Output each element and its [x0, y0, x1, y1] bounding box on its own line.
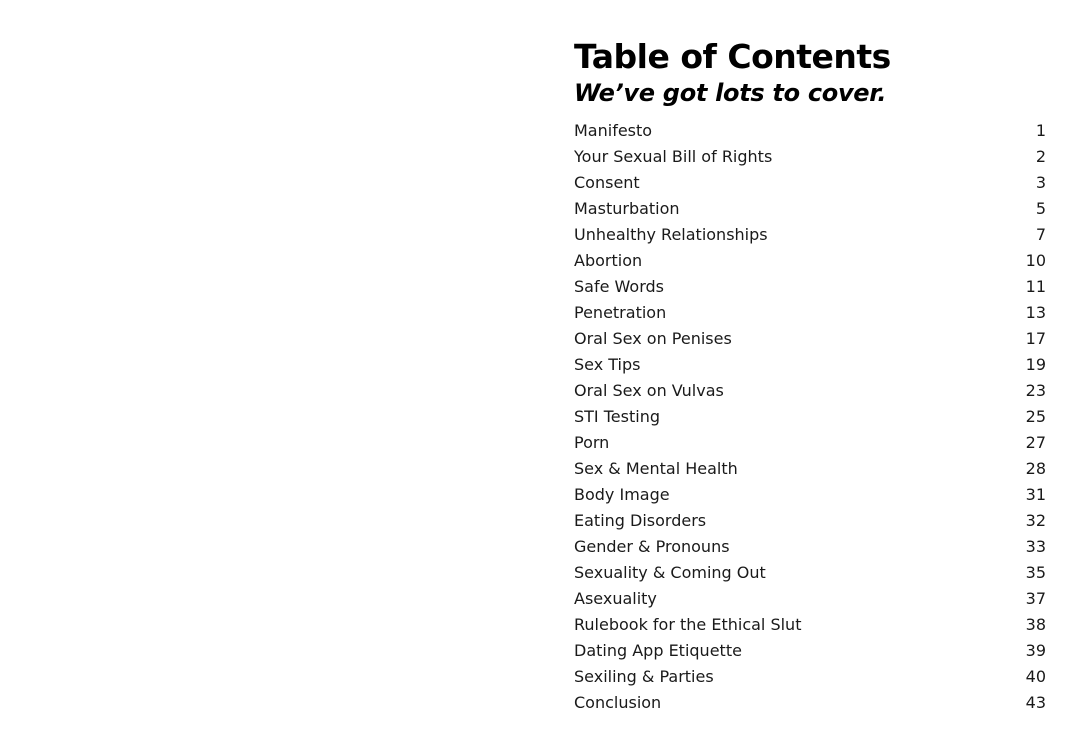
toc-entry[interactable] — [574, 143, 1046, 169]
toc-entry-page: 3 — [1035, 172, 1046, 192]
toc-entry[interactable] — [574, 169, 1046, 195]
toc-entry[interactable] — [574, 637, 1046, 663]
toc-entry-label: Oral Sex on Vulvas — [574, 380, 724, 400]
toc-entry-label: Sexuality & Coming Out — [574, 562, 766, 582]
toc-entry-page: 32 — [1025, 510, 1046, 530]
toc-entry[interactable] — [574, 559, 1046, 585]
toc-entry[interactable] — [574, 533, 1046, 559]
toc-entry[interactable] — [574, 429, 1046, 455]
toc-entry[interactable] — [574, 221, 1046, 247]
toc-entry[interactable] — [574, 351, 1046, 377]
toc-entry-label: Body Image — [574, 484, 670, 504]
toc-entry[interactable] — [574, 689, 1046, 715]
toc-entry[interactable] — [574, 377, 1046, 403]
toc-entry-label: STI Testing — [574, 406, 660, 426]
toc-list — [574, 117, 1046, 715]
toc-entry-page: 5 — [1035, 198, 1046, 218]
toc-entry-label: Eating Disorders — [574, 510, 707, 530]
toc-entry[interactable] — [574, 195, 1046, 221]
toc-entry[interactable] — [574, 663, 1046, 689]
toc-entry-label: Gender & Pronouns — [574, 536, 730, 556]
toc-entry[interactable] — [574, 507, 1046, 533]
toc-entry-label: Manifesto — [574, 120, 653, 140]
toc-entry-label: Dating App Etiquette — [574, 640, 742, 660]
toc-entry-page: 23 — [1025, 380, 1046, 400]
page-subtitle: We’ve got lots to cover. — [574, 79, 887, 107]
toc-entry-page: 25 — [1025, 406, 1046, 426]
toc-entry-page: 37 — [1025, 588, 1046, 608]
toc-entry[interactable] — [574, 481, 1046, 507]
toc-entry-page: 1 — [1035, 120, 1046, 140]
toc-entry[interactable] — [574, 455, 1046, 481]
toc-entry-label: Oral Sex on Penises — [574, 328, 732, 348]
toc-entry-page: 11 — [1025, 276, 1046, 296]
toc-entry-label: Sexiling & Parties — [574, 666, 714, 686]
toc-entry[interactable] — [574, 273, 1046, 299]
table-of-contents-page — [574, 36, 1046, 715]
toc-entry-label: Asexuality — [574, 588, 657, 608]
toc-entry-label: Your Sexual Bill of Rights — [574, 146, 773, 166]
toc-entry-page: 28 — [1025, 458, 1046, 478]
toc-entry[interactable] — [574, 403, 1046, 429]
toc-entry-page: 10 — [1025, 250, 1046, 270]
toc-entry-page: 2 — [1035, 146, 1046, 166]
toc-entry-page: 39 — [1025, 640, 1046, 660]
toc-entry[interactable] — [574, 611, 1046, 637]
toc-entry-page: 17 — [1025, 328, 1046, 348]
toc-entry-label: Rulebook for the Ethical Slut — [574, 614, 802, 634]
toc-entry-label: Consent — [574, 172, 640, 192]
toc-entry-page: 38 — [1025, 614, 1046, 634]
toc-entry-page: 27 — [1025, 432, 1046, 452]
toc-entry[interactable] — [574, 117, 1046, 143]
toc-entry[interactable] — [574, 247, 1046, 273]
page-title: Table of Contents — [574, 37, 891, 76]
toc-entry-page: 40 — [1025, 666, 1046, 686]
toc-entry-label: Conclusion — [574, 692, 662, 712]
toc-entry-label: Sex Tips — [574, 354, 641, 374]
toc-entry[interactable] — [574, 585, 1046, 611]
toc-entry[interactable] — [574, 299, 1046, 325]
toc-entry-label: Masturbation — [574, 198, 680, 218]
toc-entry-label: Penetration — [574, 302, 667, 322]
toc-entry-page: 19 — [1025, 354, 1046, 374]
toc-entry-label: Unhealthy Relationships — [574, 224, 768, 244]
toc-entry-page: 43 — [1025, 692, 1046, 712]
toc-entry-label: Abortion — [574, 250, 643, 270]
toc-entry[interactable] — [574, 325, 1046, 351]
toc-entry-label: Sex & Mental Health — [574, 458, 738, 478]
toc-entry-page: 13 — [1025, 302, 1046, 322]
toc-entry-label: Porn — [574, 432, 610, 452]
toc-entry-page: 7 — [1035, 224, 1046, 244]
toc-entry-label: Safe Words — [574, 276, 664, 296]
toc-entry-page: 31 — [1025, 484, 1046, 504]
toc-entry-page: 35 — [1025, 562, 1046, 582]
toc-entry-page: 33 — [1025, 536, 1046, 556]
